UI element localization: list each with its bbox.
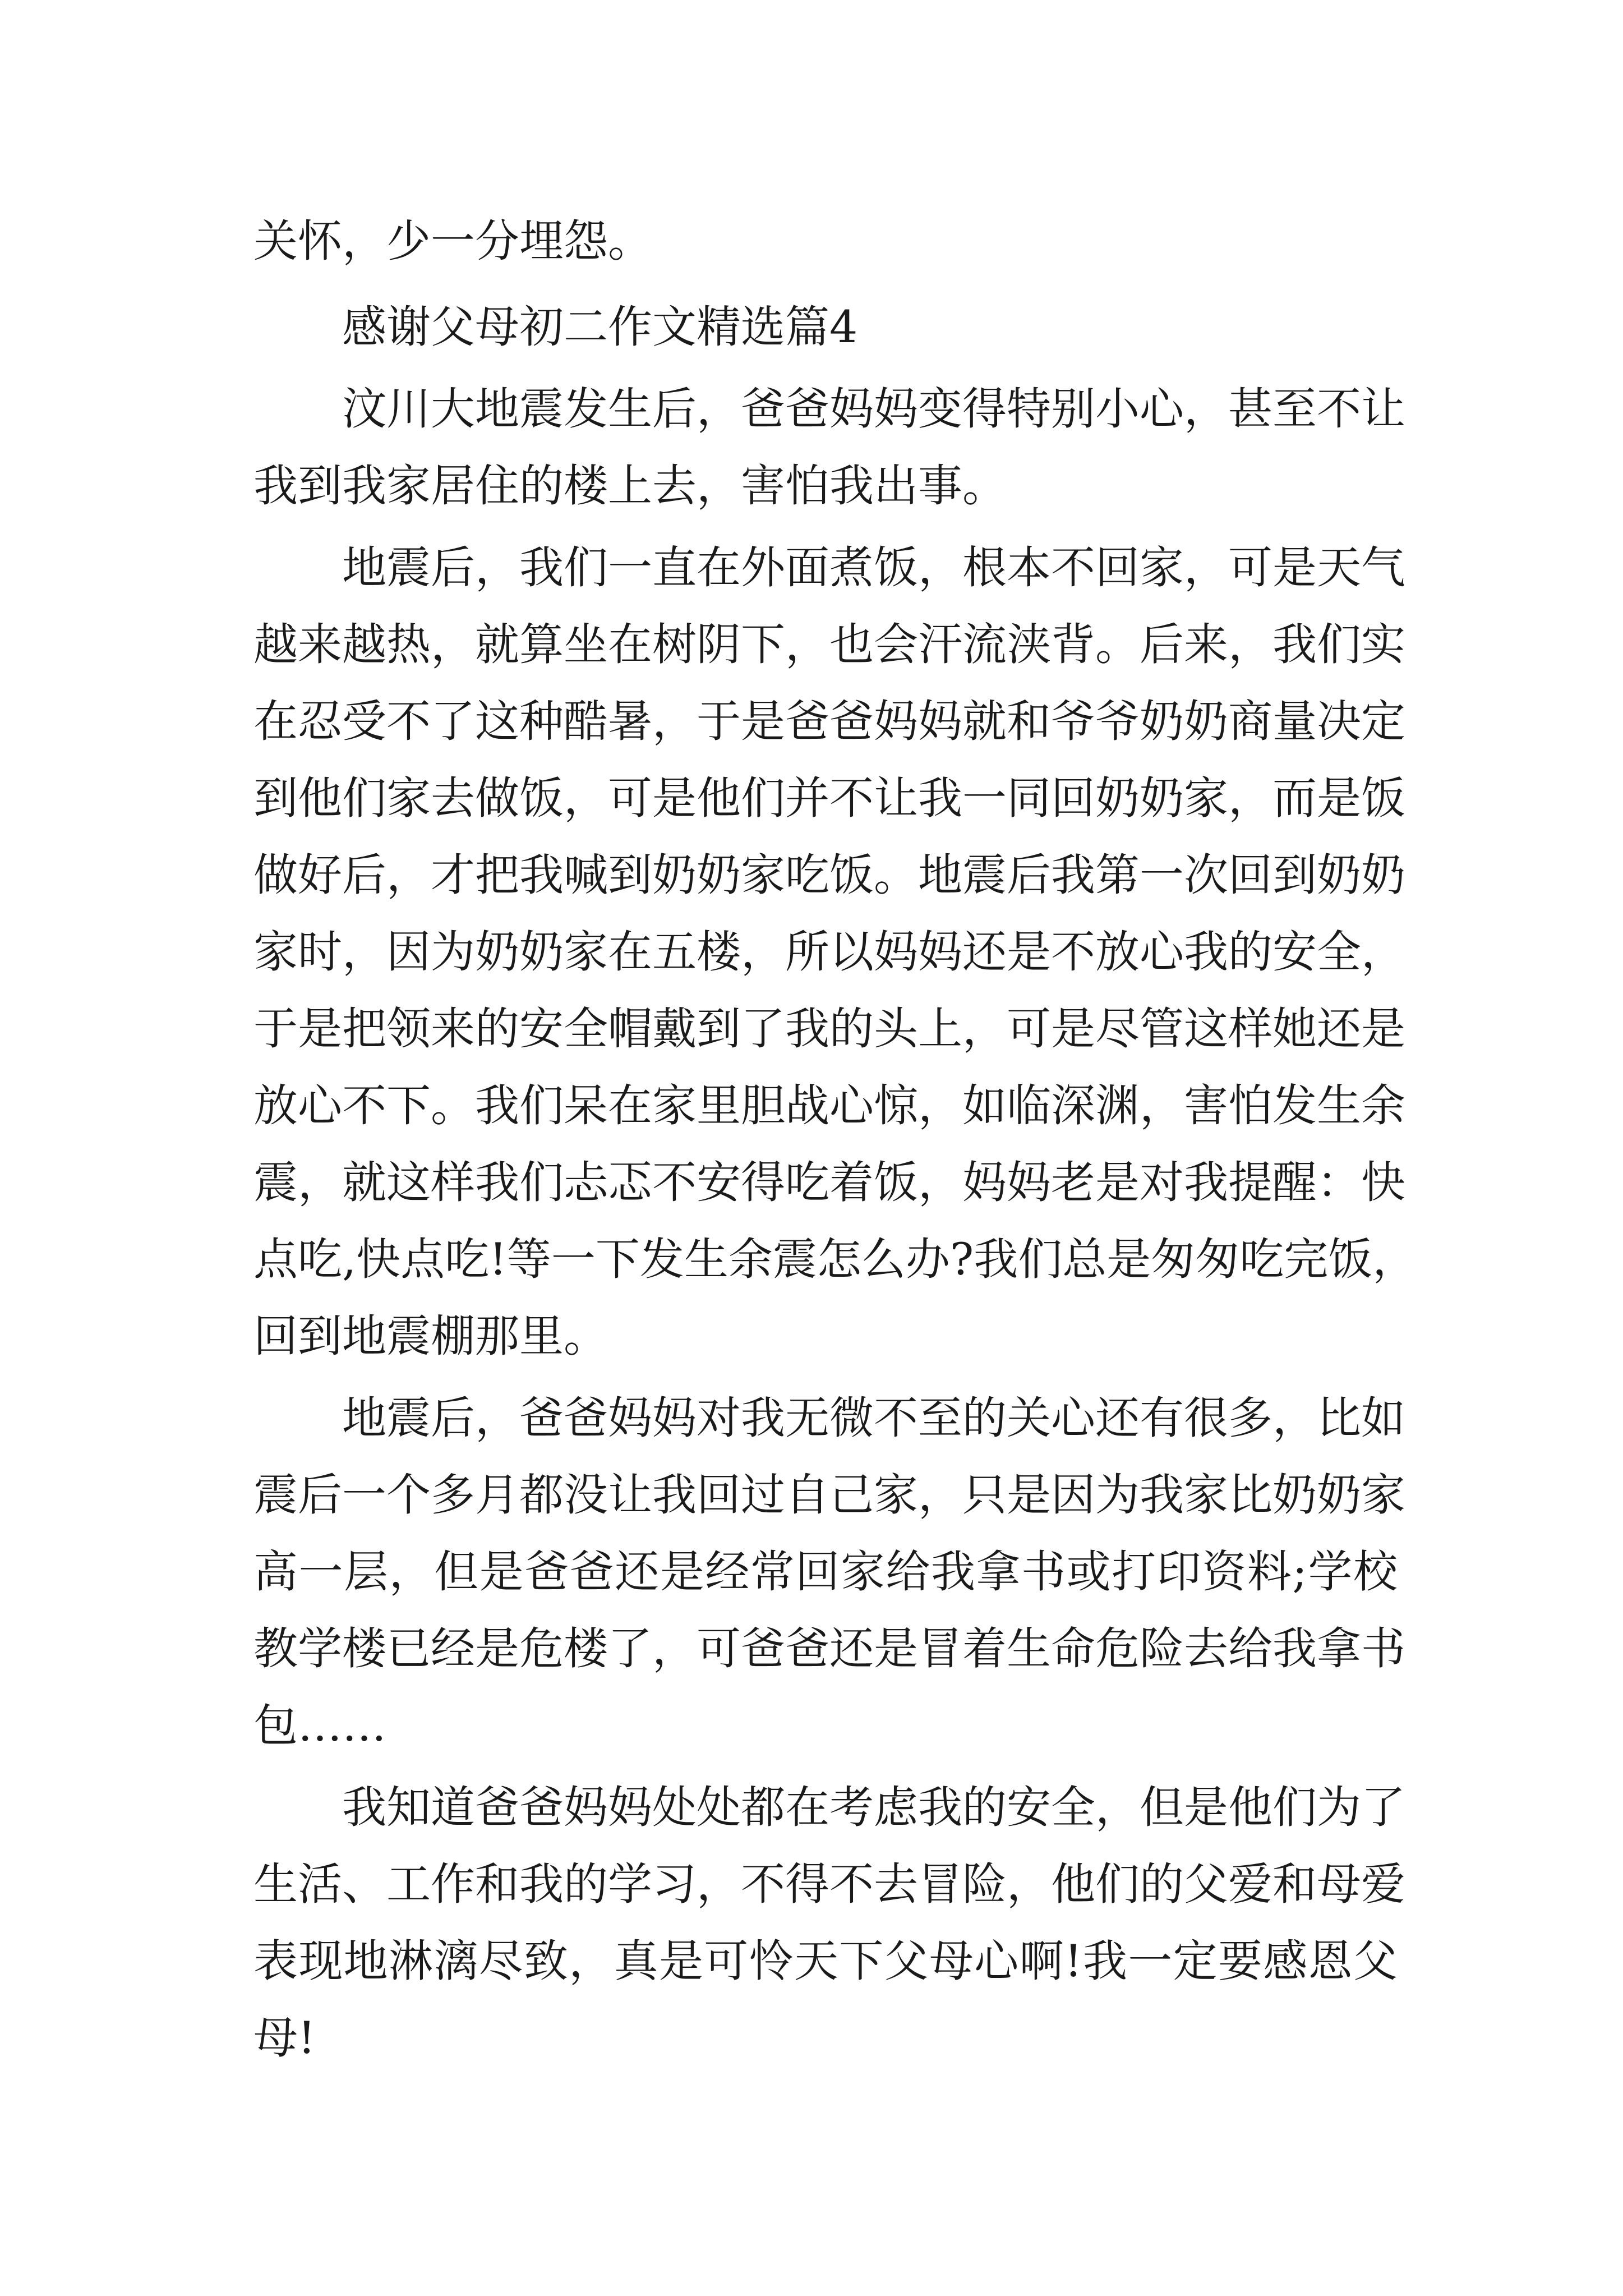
text-line: 到他们家去做饭，可是他们并不让我一同回奶奶家，而是饭 <box>253 772 1405 824</box>
text-line: 包…… <box>253 1700 386 1751</box>
text-line: 放心不下。我们呆在家里胆战心惊，如临深渊，害怕发生余 <box>253 1080 1405 1131</box>
text-line: 关怀，少一分埋怨。 <box>253 215 652 267</box>
text-line: 地震后，我们一直在外面煮饭，根本不回家，可是天气 <box>342 542 1405 593</box>
text-line: 汶川大地震发生后，爸爸妈妈变得特别小心，甚至不让 <box>342 383 1405 435</box>
text-line: 表现地淋漓尽致，真是可怜天下父母心啊!我一定要感恩父 <box>253 1935 1398 1987</box>
text-line: 越来越热，就算坐在树阴下，也会汗流浃背。后来，我们实 <box>253 619 1405 670</box>
text-line: 点吃,快点吃!等一下发生余震怎么办?我们总是匆匆吃完饭， <box>253 1234 1417 1285</box>
essay-text <box>253 203 1417 2077</box>
text-line: 震，就这样我们忐忑不安得吃着饭，妈妈老是对我提醒：快 <box>253 1157 1405 1208</box>
text-line: 做好后，才把我喊到奶奶家吃饭。地震后我第一次回到奶奶 <box>253 849 1405 901</box>
text-line: 生活、工作和我的学习，不得不去冒险，他们的父爱和母爱 <box>253 1858 1405 1910</box>
text-line: 震后一个多月都没让我回过自己家，只是因为我家比奶奶家 <box>253 1469 1405 1521</box>
text-line: 回到地震棚那里。 <box>253 1310 608 1362</box>
text-line: 我到我家居住的楼上去，害怕我出事。 <box>253 460 1007 512</box>
text-line: 家时，因为奶奶家在五楼，所以妈妈还是不放心我的安全， <box>253 926 1405 978</box>
text-line: 高一层，但是爸爸还是经常回家给我拿书或打印资料;学校 <box>253 1546 1398 1598</box>
text-line: 在忍受不了这种酷暑，于是爸爸妈妈就和爷爷奶奶商量决定 <box>253 696 1405 747</box>
text-line: 我知道爸爸妈妈处处都在考虑我的安全，但是他们为了 <box>342 1782 1405 1833</box>
text-line: 教学楼已经是危楼了，可爸爸还是冒着生命危险去给我拿书 <box>253 1623 1405 1674</box>
text-line: 母! <box>253 2012 316 2064</box>
text-line: 于是把领来的安全帽戴到了我的头上，可是尽管这样她还是 <box>253 1003 1405 1055</box>
text-line: 地震后，爸爸妈妈对我无微不至的关心还有很多，比如 <box>342 1392 1405 1444</box>
section-title: 感谢父母初二作文精选篇4 <box>342 301 858 353</box>
